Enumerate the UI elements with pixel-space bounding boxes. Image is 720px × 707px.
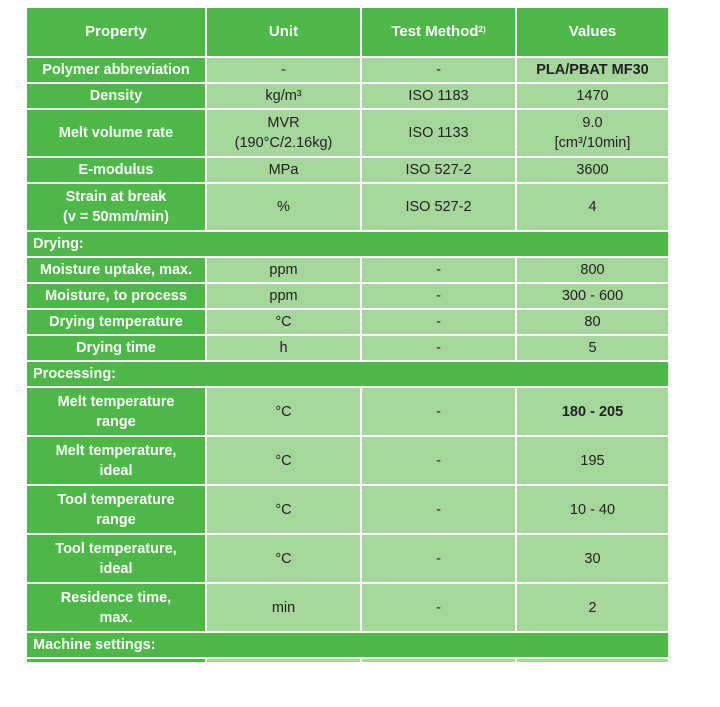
unit-cell: ppm (206, 283, 361, 309)
table-row (26, 309, 669, 335)
property-line: Tool temperature, (55, 540, 177, 557)
value-cell (516, 658, 669, 663)
value-cell: 300 - 600 (516, 283, 669, 309)
value-cell: 30 (516, 534, 669, 583)
method-cell: - (361, 283, 516, 309)
unit-cell: ppm (206, 257, 361, 283)
unit-cell: h (206, 335, 361, 361)
property-line: Tool temperature (57, 491, 175, 508)
table-row (26, 335, 669, 361)
datasheet (25, 6, 668, 664)
value-cell: PLA/PBAT MF30 (516, 57, 669, 83)
method-cell: - (361, 257, 516, 283)
footnote-marker: 2) (478, 25, 486, 34)
method-cell: - (361, 583, 516, 632)
method-cell: ISO 1133 (361, 109, 516, 157)
unit-cell: °C (206, 387, 361, 436)
property-cell: Drying time (26, 335, 206, 361)
unit-line: (190°C/2.16kg) (234, 135, 333, 151)
unit-cell: °C (206, 436, 361, 485)
property-cell (26, 485, 206, 534)
property-cell (26, 534, 206, 583)
property-line: Strain at break (65, 189, 167, 205)
property-line: Melt temperature (57, 393, 175, 410)
value-cell: 195 (516, 436, 669, 485)
header-test-method-label: Test Method (391, 23, 479, 40)
table-row (26, 109, 669, 157)
table-row (26, 183, 669, 231)
unit-cell: °C (206, 534, 361, 583)
method-cell: ISO 527-2 (361, 183, 516, 231)
property-cell: Drying temperature (26, 309, 206, 335)
table-row (26, 57, 669, 83)
property-line: range (96, 413, 136, 430)
property-cell: Polymer abbreviation (26, 57, 206, 83)
property-line: ideal (99, 560, 133, 577)
header-test-method (361, 7, 516, 57)
method-cell: - (361, 335, 516, 361)
property-cell: Melt volume rate (26, 109, 206, 157)
unit-cell: kg/m³ (206, 83, 361, 109)
table-row (26, 387, 669, 436)
method-cell: ISO 1183 (361, 83, 516, 109)
method-cell: - (361, 485, 516, 534)
method-cell: - (361, 436, 516, 485)
unit-cell: °C (206, 309, 361, 335)
property-line: Residence time, (60, 589, 172, 606)
property-cell (26, 183, 206, 231)
value-cell (516, 109, 669, 157)
property-cell: Moisture, to process (26, 283, 206, 309)
properties-table (25, 6, 670, 664)
unit-cell: % (206, 183, 361, 231)
table-header-row (26, 7, 669, 57)
value-cell: 800 (516, 257, 669, 283)
value-cell: 4 (516, 183, 669, 231)
section-row-machine-settings (26, 632, 669, 658)
property-line: Melt temperature, (55, 442, 177, 459)
unit-cell: min (206, 583, 361, 632)
property-cell (26, 436, 206, 485)
value-cell: 3600 (516, 157, 669, 183)
table-row (26, 157, 669, 183)
table-row (26, 436, 669, 485)
method-cell: - (361, 57, 516, 83)
section-title-processing: Processing: (26, 361, 669, 387)
method-cell (361, 658, 516, 663)
method-cell: - (361, 309, 516, 335)
table-row (26, 534, 669, 583)
value-cell: 2 (516, 583, 669, 632)
property-cell (26, 583, 206, 632)
property-cell (26, 658, 206, 663)
section-row-processing (26, 361, 669, 387)
property-cell: E-modulus (26, 157, 206, 183)
section-title-drying: Drying: (26, 231, 669, 257)
value-cell: 180 - 205 (516, 387, 669, 436)
table-row (26, 257, 669, 283)
method-cell: - (361, 534, 516, 583)
property-line: max. (99, 609, 133, 626)
unit-cell: °C (206, 485, 361, 534)
header-values: Values (516, 7, 669, 57)
section-row-drying (26, 231, 669, 257)
section-title-machine-settings: Machine settings: (26, 632, 669, 658)
unit-cell (206, 658, 361, 663)
unit-cell: MPa (206, 157, 361, 183)
method-cell: ISO 527-2 (361, 157, 516, 183)
value-line: [cm³/10min] (554, 135, 631, 151)
header-property: Property (26, 7, 206, 57)
value-cell: 80 (516, 309, 669, 335)
header-unit: Unit (206, 7, 361, 57)
value-cell: 5 (516, 335, 669, 361)
unit-cell: - (206, 57, 361, 83)
table-row (26, 583, 669, 632)
table-row (26, 83, 669, 109)
property-cell: Density (26, 83, 206, 109)
property-line: (v = 50mm/min) (63, 209, 169, 225)
unit-cell (206, 109, 361, 157)
value-cell: 1470 (516, 83, 669, 109)
table-row (26, 283, 669, 309)
property-cell: Moisture uptake, max. (26, 257, 206, 283)
method-cell: - (361, 387, 516, 436)
property-line: range (96, 511, 136, 528)
unit-line: MVR (267, 115, 300, 131)
table-row-cut-off (26, 658, 669, 663)
property-line: ideal (99, 462, 133, 479)
value-line: 9.0 (582, 115, 603, 131)
table-row (26, 485, 669, 534)
value-cell: 10 - 40 (516, 485, 669, 534)
property-cell (26, 387, 206, 436)
